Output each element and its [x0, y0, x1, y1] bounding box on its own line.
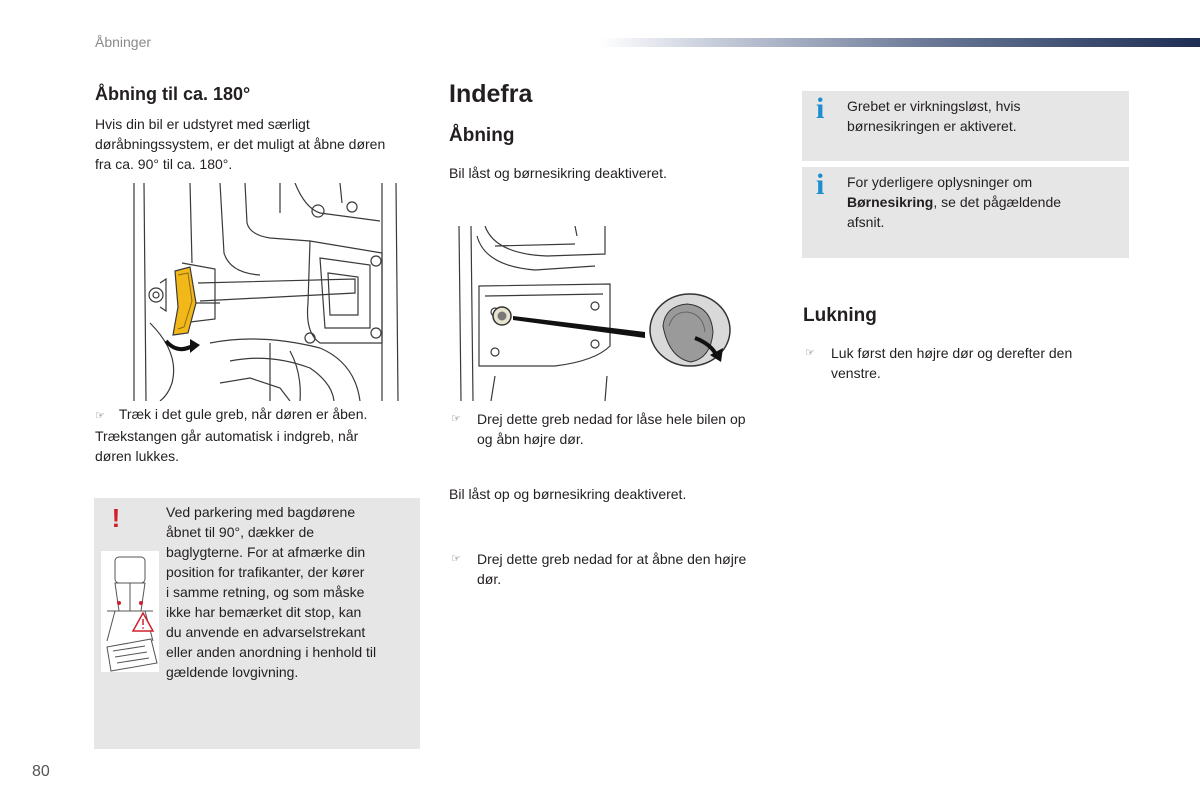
intro-line: Hvis din bil er udstyret med særligt [95, 116, 310, 132]
warning-text [166, 502, 411, 682]
info-icon: i [816, 168, 825, 201]
intro-line: døråbningssystem, er det muligt at åbne døren [95, 136, 386, 152]
bullet-line: og åbn højre dør. [477, 431, 584, 447]
bullet-line: Trækstangen går automatisk i indgreb, når [95, 428, 359, 444]
subheading-opening: Åbning [449, 125, 515, 146]
info-line: afsnit. [847, 214, 885, 230]
warning-line: position for trafikanter, der kører [166, 564, 365, 580]
bullet-line: Træk i det gule greb, når døren er åben. [118, 406, 368, 422]
warning-exclamation-icon: ! [111, 503, 121, 533]
bullet-line: døren lukkes. [95, 448, 180, 464]
warning-line: ikke har bemærket dit stop, kan [166, 604, 362, 620]
info-line: børnesikringen er aktiveret. [847, 118, 1017, 134]
pointing-hand-icon: ☞ [95, 410, 105, 422]
bullet-line: Drej dette greb nedad for låse hele bilen op [477, 411, 746, 427]
info-icon: i [816, 92, 825, 125]
heading-closing: Lukning [803, 305, 877, 326]
page-number: 80 [32, 763, 50, 780]
bullet-line: Luk først den højre dør og derefter den [831, 345, 1073, 361]
info-line: Grebet er virkningsløst, hvis [847, 98, 1021, 114]
bullet-turn-handle-unlock [449, 409, 817, 449]
bullet-line: dør. [477, 571, 502, 587]
section-label: Åbninger [95, 34, 152, 50]
info-text-childlock [847, 96, 1117, 136]
page-title-indefra: Indefra [449, 80, 533, 108]
van-rear-with-triangle-drawing [101, 551, 159, 672]
interior-handle-drawing [455, 226, 745, 401]
door-hinge-drawing [120, 183, 410, 401]
pointing-hand-icon: ☞ [451, 553, 461, 565]
warning-triangle-figure [101, 551, 159, 672]
info-line-rest: , se det pågældende [933, 194, 1062, 210]
intro-line: fra ca. 90° til ca. 180°. [95, 156, 233, 172]
childlock-link-text: Børnesikring [847, 194, 934, 210]
bullet-line: Drej dette greb nedad for at åbne den højre [477, 551, 747, 567]
info-line [847, 192, 1117, 212]
warning-line: du anvende en advarselstrekant [166, 624, 366, 640]
warning-line: baglygterne. For at afmærke din [166, 544, 366, 560]
warning-line: eller anden anordning i henhold til [166, 644, 377, 660]
pointing-hand-icon: ☞ [805, 347, 815, 359]
intro-paragraph [95, 114, 425, 174]
warning-line: i samme retning, og som måske [166, 584, 365, 600]
bullet-turn-handle-open [449, 549, 817, 589]
interior-handle-illustration [455, 226, 745, 401]
info-line: For yderligere oplysninger om [847, 174, 1033, 190]
state-unlocked-childlock-off: Bil låst op og børnesikring deaktiveret. [449, 486, 687, 502]
warning-line: gældende lovgivning. [166, 664, 299, 680]
door-hinge-illustration [120, 183, 410, 401]
bullet-pull-yellow-lever [95, 404, 425, 466]
heading-opening-180: Åbning til ca. 180° [95, 84, 251, 104]
state-locked-childlock-off: Bil låst og børnesikring deaktiveret. [449, 165, 667, 181]
warning-line: åbnet til 90°, dækker de [166, 524, 315, 540]
warning-line: Ved parkering med bagdørene [166, 504, 356, 520]
header-gradient-bar [600, 38, 1200, 47]
bullet-line: venstre. [831, 365, 881, 381]
bullet-close-doors [803, 343, 1151, 383]
pointing-hand-icon: ☞ [451, 413, 461, 425]
info-text-reference [847, 172, 1117, 232]
